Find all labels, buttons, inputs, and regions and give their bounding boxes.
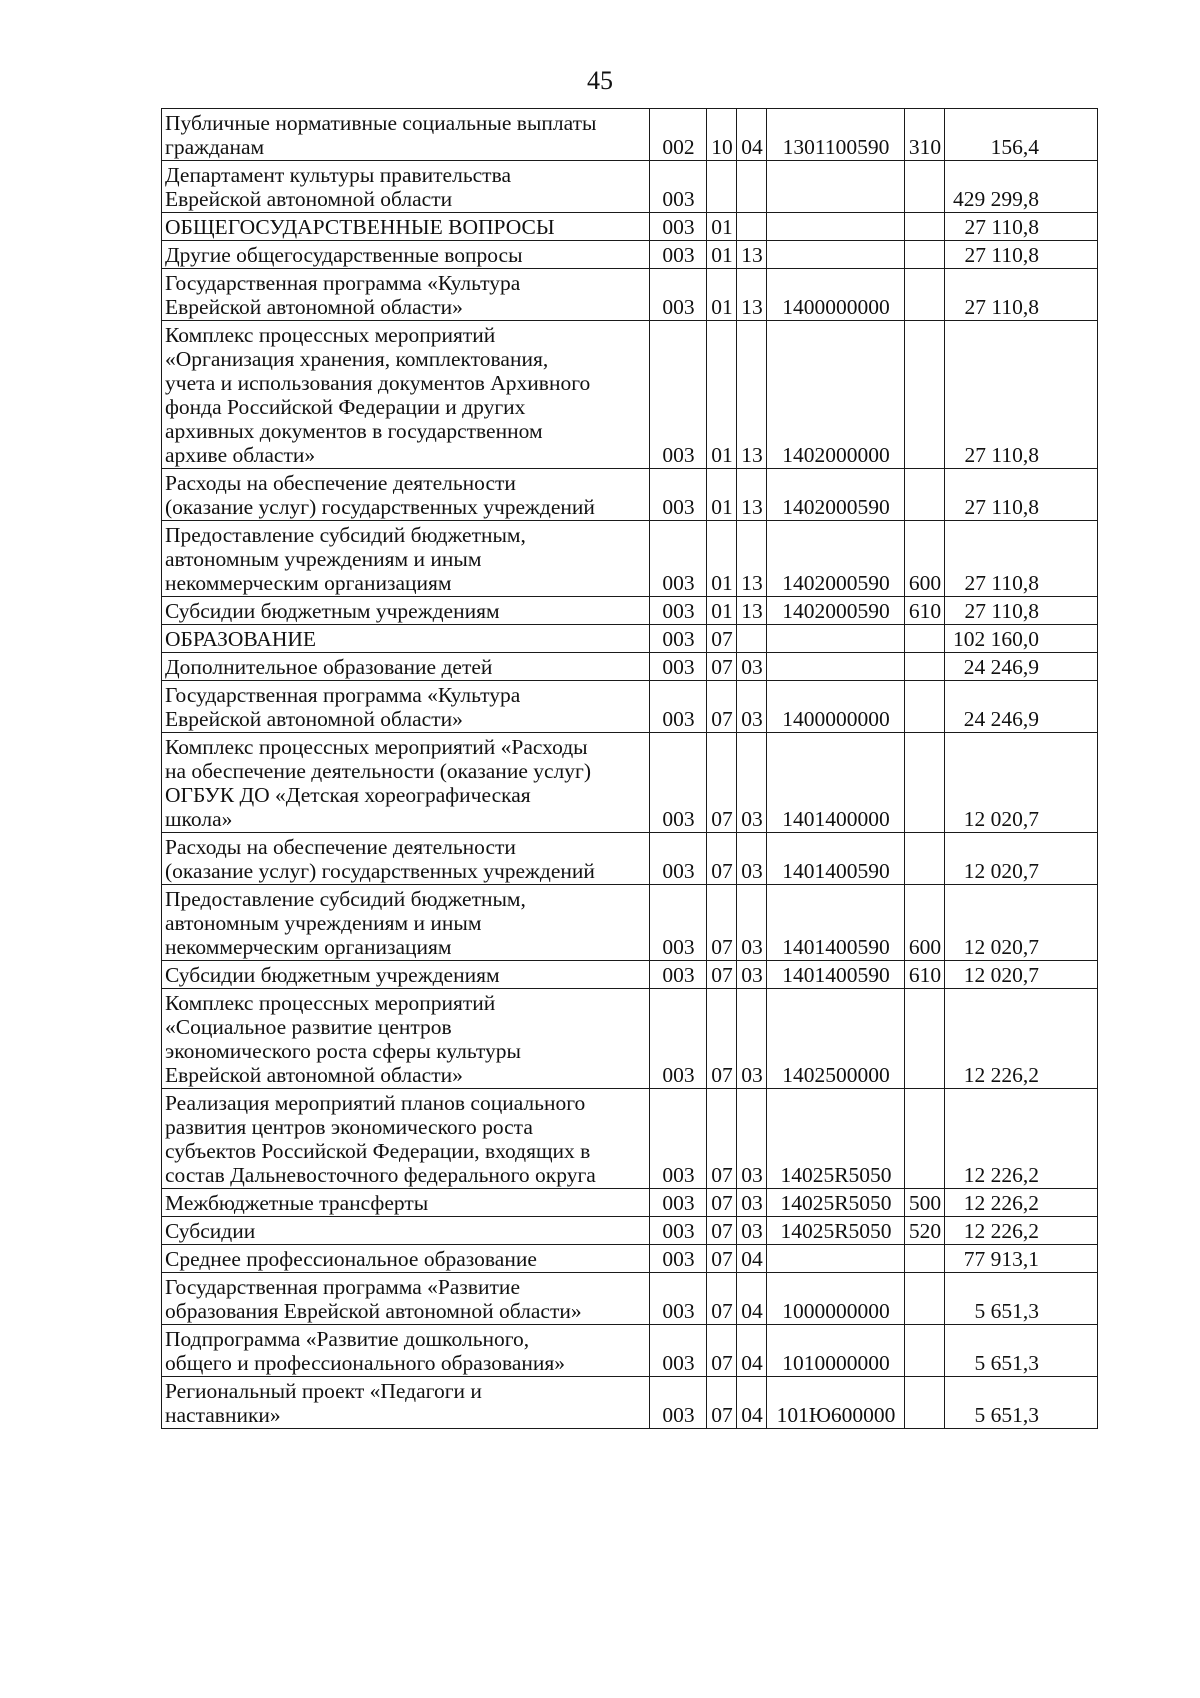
cell-name-line: Региональный проект «Педагоги и xyxy=(165,1379,482,1403)
cell-section: 07 xyxy=(707,1189,737,1217)
cell-admin-code: 003 xyxy=(650,1217,707,1245)
table-row xyxy=(162,1245,1098,1273)
cell-target-item xyxy=(767,653,905,681)
cell-amount: 102 160,0 xyxy=(945,625,1098,653)
table-row xyxy=(162,961,1098,989)
table-row xyxy=(162,521,1098,597)
cell-name-line: ОБРАЗОВАНИЕ xyxy=(165,627,317,651)
cell-name-line: Расходы на обеспечение деятельности xyxy=(165,835,516,859)
cell-name-line: (оказание услуг) государственных учреждений xyxy=(165,859,595,883)
cell-name-line: автономным учреждениям и иным xyxy=(165,547,482,571)
cell-subsection: 04 xyxy=(737,109,767,161)
table-row xyxy=(162,213,1098,241)
cell-section: 07 xyxy=(707,1089,737,1189)
cell-name-line: учета и использования документов Архивного xyxy=(165,371,591,395)
table-row xyxy=(162,1089,1098,1189)
cell-expense-type xyxy=(905,213,945,241)
cell-subsection: 13 xyxy=(737,597,767,625)
cell-name-line: гражданам xyxy=(165,135,265,159)
cell-section: 07 xyxy=(707,681,737,733)
cell-name xyxy=(162,1217,650,1245)
cell-admin-code: 003 xyxy=(650,885,707,961)
cell-amount: 24 246,9 xyxy=(945,653,1098,681)
cell-section: 07 xyxy=(707,733,737,833)
cell-name-line: Государственная программа «Культура xyxy=(165,271,521,295)
table-row xyxy=(162,321,1098,469)
cell-section: 07 xyxy=(707,1273,737,1325)
cell-name-line: Государственная программа «Культура xyxy=(165,683,521,707)
cell-amount: 27 110,8 xyxy=(945,321,1098,469)
cell-name-line: «Социальное развитие центров xyxy=(165,1015,452,1039)
cell-amount: 27 110,8 xyxy=(945,269,1098,321)
cell-amount: 12 226,2 xyxy=(945,1217,1098,1245)
cell-section: 07 xyxy=(707,885,737,961)
cell-name-line: фонда Российской Федерации и других xyxy=(165,395,526,419)
cell-name-line: «Организация хранения, комплектования, xyxy=(165,347,549,371)
table-row xyxy=(162,653,1098,681)
cell-amount: 5 651,3 xyxy=(945,1273,1098,1325)
table-row xyxy=(162,109,1098,161)
cell-target-item: 1402000590 xyxy=(767,521,905,597)
cell-expense-type xyxy=(905,1325,945,1377)
cell-admin-code: 003 xyxy=(650,161,707,213)
cell-subsection: 04 xyxy=(737,1377,767,1429)
cell-name-line: субъектов Российской Федерации, входящих в xyxy=(165,1139,591,1163)
cell-subsection: 04 xyxy=(737,1325,767,1377)
budget-table xyxy=(161,108,1098,1429)
cell-target-item: 101Ю600000 xyxy=(767,1377,905,1429)
cell-name-line: Субсидии бюджетным учреждениям xyxy=(165,963,500,987)
cell-admin-code: 003 xyxy=(650,1273,707,1325)
cell-name-line: Департамент культуры правительства xyxy=(165,163,511,187)
cell-name-line: Другие общегосударственные вопросы xyxy=(165,243,523,267)
cell-expense-type xyxy=(905,625,945,653)
cell-name xyxy=(162,321,650,469)
cell-admin-code: 003 xyxy=(650,1245,707,1273)
cell-admin-code: 003 xyxy=(650,1377,707,1429)
cell-target-item: 1000000000 xyxy=(767,1273,905,1325)
cell-name xyxy=(162,833,650,885)
cell-subsection xyxy=(737,161,767,213)
cell-target-item: 1402000590 xyxy=(767,469,905,521)
cell-name-line: ОБЩЕГОСУДАРСТВЕННЫЕ ВОПРОСЫ xyxy=(165,215,555,239)
cell-name-line: развития центров экономического роста xyxy=(165,1115,533,1139)
cell-admin-code: 003 xyxy=(650,1325,707,1377)
cell-subsection xyxy=(737,625,767,653)
cell-subsection: 04 xyxy=(737,1273,767,1325)
cell-expense-type: 600 xyxy=(905,885,945,961)
table-body xyxy=(162,109,1098,1429)
cell-target-item: 1402000000 xyxy=(767,321,905,469)
cell-subsection xyxy=(737,213,767,241)
page-number: 45 xyxy=(587,66,613,95)
cell-subsection: 03 xyxy=(737,1217,767,1245)
cell-name xyxy=(162,241,650,269)
cell-admin-code: 003 xyxy=(650,269,707,321)
cell-name-line: Предоставление субсидий бюджетным, xyxy=(165,887,526,911)
cell-name xyxy=(162,109,650,161)
cell-target-item xyxy=(767,241,905,269)
table-row xyxy=(162,241,1098,269)
cell-expense-type: 610 xyxy=(905,597,945,625)
table-row xyxy=(162,681,1098,733)
cell-target-item: 1400000000 xyxy=(767,269,905,321)
cell-amount: 77 913,1 xyxy=(945,1245,1098,1273)
cell-admin-code: 003 xyxy=(650,213,707,241)
cell-name-line: Среднее профессиональное образование xyxy=(165,1247,537,1271)
table-row xyxy=(162,1217,1098,1245)
cell-name-line: Комплекс процессных мероприятий xyxy=(165,323,496,347)
cell-subsection: 03 xyxy=(737,989,767,1089)
cell-expense-type xyxy=(905,1377,945,1429)
cell-name-line: Субсидии xyxy=(165,1219,256,1243)
cell-expense-type: 520 xyxy=(905,1217,945,1245)
cell-target-item xyxy=(767,161,905,213)
table-row xyxy=(162,1189,1098,1217)
cell-name xyxy=(162,161,650,213)
cell-name-line: школа» xyxy=(165,807,233,831)
cell-name-line: образования Еврейской автономной области» xyxy=(165,1299,582,1323)
cell-amount: 27 110,8 xyxy=(945,213,1098,241)
cell-target-item: 14025R5050 xyxy=(767,1189,905,1217)
cell-section: 07 xyxy=(707,1325,737,1377)
table-row xyxy=(162,1325,1098,1377)
cell-name-line: Межбюджетные трансферты xyxy=(165,1191,429,1215)
cell-section: 01 xyxy=(707,321,737,469)
table-row xyxy=(162,733,1098,833)
cell-section: 07 xyxy=(707,653,737,681)
cell-section: 01 xyxy=(707,469,737,521)
cell-name-line: архиве области» xyxy=(165,443,316,467)
cell-name-line: Подпрограмма «Развитие дошкольного, xyxy=(165,1327,530,1351)
cell-admin-code: 003 xyxy=(650,833,707,885)
cell-name-line: Дополнительное образование детей xyxy=(165,655,493,679)
cell-name xyxy=(162,989,650,1089)
cell-name-line: Еврейской автономной области xyxy=(165,187,453,211)
cell-name xyxy=(162,269,650,321)
cell-target-item: 1400000000 xyxy=(767,681,905,733)
cell-admin-code: 003 xyxy=(650,241,707,269)
cell-subsection: 13 xyxy=(737,269,767,321)
cell-section: 07 xyxy=(707,1245,737,1273)
cell-subsection: 03 xyxy=(737,653,767,681)
cell-admin-code: 003 xyxy=(650,321,707,469)
cell-expense-type xyxy=(905,681,945,733)
cell-name xyxy=(162,1325,650,1377)
cell-name-line: экономического роста сферы культуры xyxy=(165,1039,521,1063)
cell-expense-type xyxy=(905,733,945,833)
cell-target-item: 1401400590 xyxy=(767,885,905,961)
cell-target-item: 1010000000 xyxy=(767,1325,905,1377)
cell-admin-code: 003 xyxy=(650,733,707,833)
cell-section: 10 xyxy=(707,109,737,161)
cell-name xyxy=(162,521,650,597)
cell-name xyxy=(162,961,650,989)
cell-name-line: состав Дальневосточного федерального округа xyxy=(165,1163,596,1187)
cell-target-item: 1401400000 xyxy=(767,733,905,833)
cell-subsection: 04 xyxy=(737,1245,767,1273)
cell-name-line: Государственная программа «Развитие xyxy=(165,1275,520,1299)
cell-subsection: 03 xyxy=(737,681,767,733)
cell-name-line: архивных документов в государственном xyxy=(165,419,543,443)
table-row xyxy=(162,597,1098,625)
cell-name xyxy=(162,1273,650,1325)
cell-section: 07 xyxy=(707,625,737,653)
cell-section: 07 xyxy=(707,1377,737,1429)
cell-section: 07 xyxy=(707,833,737,885)
cell-subsection: 03 xyxy=(737,1189,767,1217)
cell-name-line: Комплекс процессных мероприятий xyxy=(165,991,496,1015)
cell-target-item xyxy=(767,213,905,241)
cell-admin-code: 003 xyxy=(650,469,707,521)
cell-expense-type: 610 xyxy=(905,961,945,989)
table-row xyxy=(162,833,1098,885)
cell-section: 07 xyxy=(707,989,737,1089)
cell-name-line: Еврейской автономной области» xyxy=(165,1063,463,1087)
cell-admin-code: 003 xyxy=(650,961,707,989)
cell-amount: 12 020,7 xyxy=(945,833,1098,885)
cell-admin-code: 002 xyxy=(650,109,707,161)
table-row xyxy=(162,885,1098,961)
cell-subsection: 03 xyxy=(737,961,767,989)
cell-admin-code: 003 xyxy=(650,521,707,597)
cell-admin-code: 003 xyxy=(650,597,707,625)
cell-name-line: наставники» xyxy=(165,1403,281,1427)
cell-admin-code: 003 xyxy=(650,625,707,653)
cell-section: 01 xyxy=(707,241,737,269)
cell-name xyxy=(162,597,650,625)
cell-expense-type: 310 xyxy=(905,109,945,161)
cell-name xyxy=(162,1377,650,1429)
cell-admin-code: 003 xyxy=(650,653,707,681)
cell-expense-type xyxy=(905,1089,945,1189)
cell-name-line: Субсидии бюджетным учреждениям xyxy=(165,599,500,623)
cell-name xyxy=(162,681,650,733)
cell-target-item: 14025R5050 xyxy=(767,1217,905,1245)
cell-section xyxy=(707,161,737,213)
cell-amount: 5 651,3 xyxy=(945,1325,1098,1377)
cell-subsection: 13 xyxy=(737,321,767,469)
table-row xyxy=(162,1377,1098,1429)
cell-amount: 429 299,8 xyxy=(945,161,1098,213)
cell-name xyxy=(162,469,650,521)
cell-expense-type xyxy=(905,1273,945,1325)
cell-expense-type xyxy=(905,653,945,681)
cell-amount: 27 110,8 xyxy=(945,241,1098,269)
cell-section: 01 xyxy=(707,213,737,241)
cell-amount: 5 651,3 xyxy=(945,1377,1098,1429)
cell-expense-type xyxy=(905,1245,945,1273)
cell-amount: 12 226,2 xyxy=(945,1089,1098,1189)
cell-section: 01 xyxy=(707,597,737,625)
cell-name-line: Публичные нормативные социальные выплаты xyxy=(165,111,597,135)
cell-target-item: 1402500000 xyxy=(767,989,905,1089)
cell-name xyxy=(162,213,650,241)
cell-subsection: 03 xyxy=(737,1089,767,1189)
table-row xyxy=(162,989,1098,1089)
table-row xyxy=(162,161,1098,213)
cell-subsection: 13 xyxy=(737,469,767,521)
cell-amount: 27 110,8 xyxy=(945,521,1098,597)
cell-amount: 12 020,7 xyxy=(945,885,1098,961)
cell-name xyxy=(162,885,650,961)
cell-name-line: Еврейской автономной области» xyxy=(165,707,463,731)
cell-name xyxy=(162,653,650,681)
cell-amount: 24 246,9 xyxy=(945,681,1098,733)
cell-name-line: некоммерческим организациям xyxy=(165,935,452,959)
cell-subsection: 03 xyxy=(737,733,767,833)
table-row xyxy=(162,625,1098,653)
cell-target-item: 14025R5050 xyxy=(767,1089,905,1189)
cell-expense-type xyxy=(905,161,945,213)
cell-target-item xyxy=(767,625,905,653)
cell-amount: 12 226,2 xyxy=(945,1189,1098,1217)
cell-name-line: некоммерческим организациям xyxy=(165,571,452,595)
cell-section: 07 xyxy=(707,961,737,989)
cell-name xyxy=(162,625,650,653)
cell-name-line: Расходы на обеспечение деятельности xyxy=(165,471,516,495)
cell-target-item xyxy=(767,1245,905,1273)
table-row xyxy=(162,269,1098,321)
cell-name-line: Комплекс процессных мероприятий «Расходы xyxy=(165,735,588,759)
cell-subsection: 13 xyxy=(737,241,767,269)
cell-target-item: 1402000590 xyxy=(767,597,905,625)
cell-amount: 156,4 xyxy=(945,109,1098,161)
cell-name-line: автономным учреждениям и иным xyxy=(165,911,482,935)
cell-target-item: 1301100590 xyxy=(767,109,905,161)
cell-expense-type xyxy=(905,321,945,469)
cell-expense-type xyxy=(905,269,945,321)
cell-name-line: Реализация мероприятий планов социального xyxy=(165,1091,586,1115)
cell-amount: 27 110,8 xyxy=(945,597,1098,625)
cell-name-line: Еврейской автономной области» xyxy=(165,295,463,319)
cell-target-item: 1401400590 xyxy=(767,961,905,989)
cell-subsection: 03 xyxy=(737,833,767,885)
table-row xyxy=(162,469,1098,521)
cell-amount: 12 020,7 xyxy=(945,733,1098,833)
cell-target-item: 1401400590 xyxy=(767,833,905,885)
cell-admin-code: 003 xyxy=(650,1189,707,1217)
cell-subsection: 13 xyxy=(737,521,767,597)
cell-section: 07 xyxy=(707,1217,737,1245)
cell-expense-type: 500 xyxy=(905,1189,945,1217)
cell-name-line: общего и профессионального образования» xyxy=(165,1351,566,1375)
cell-name xyxy=(162,1189,650,1217)
cell-name-line: на обеспечение деятельности (оказание услуг) xyxy=(165,759,591,783)
cell-amount: 12 226,2 xyxy=(945,989,1098,1089)
cell-amount: 12 020,7 xyxy=(945,961,1098,989)
cell-section: 01 xyxy=(707,269,737,321)
cell-subsection: 03 xyxy=(737,885,767,961)
cell-name xyxy=(162,1089,650,1189)
cell-admin-code: 003 xyxy=(650,681,707,733)
cell-name-line: ОГБУК ДО «Детская хореографическая xyxy=(165,783,531,807)
cell-expense-type xyxy=(905,241,945,269)
cell-expense-type xyxy=(905,989,945,1089)
cell-name-line: (оказание услуг) государственных учреждений xyxy=(165,495,595,519)
cell-admin-code: 003 xyxy=(650,989,707,1089)
cell-expense-type xyxy=(905,833,945,885)
cell-name xyxy=(162,733,650,833)
cell-name-line: Предоставление субсидий бюджетным, xyxy=(165,523,526,547)
cell-expense-type: 600 xyxy=(905,521,945,597)
cell-name xyxy=(162,1245,650,1273)
cell-expense-type xyxy=(905,469,945,521)
table-row xyxy=(162,1273,1098,1325)
cell-amount: 27 110,8 xyxy=(945,469,1098,521)
cell-admin-code: 003 xyxy=(650,1089,707,1189)
cell-section: 01 xyxy=(707,521,737,597)
